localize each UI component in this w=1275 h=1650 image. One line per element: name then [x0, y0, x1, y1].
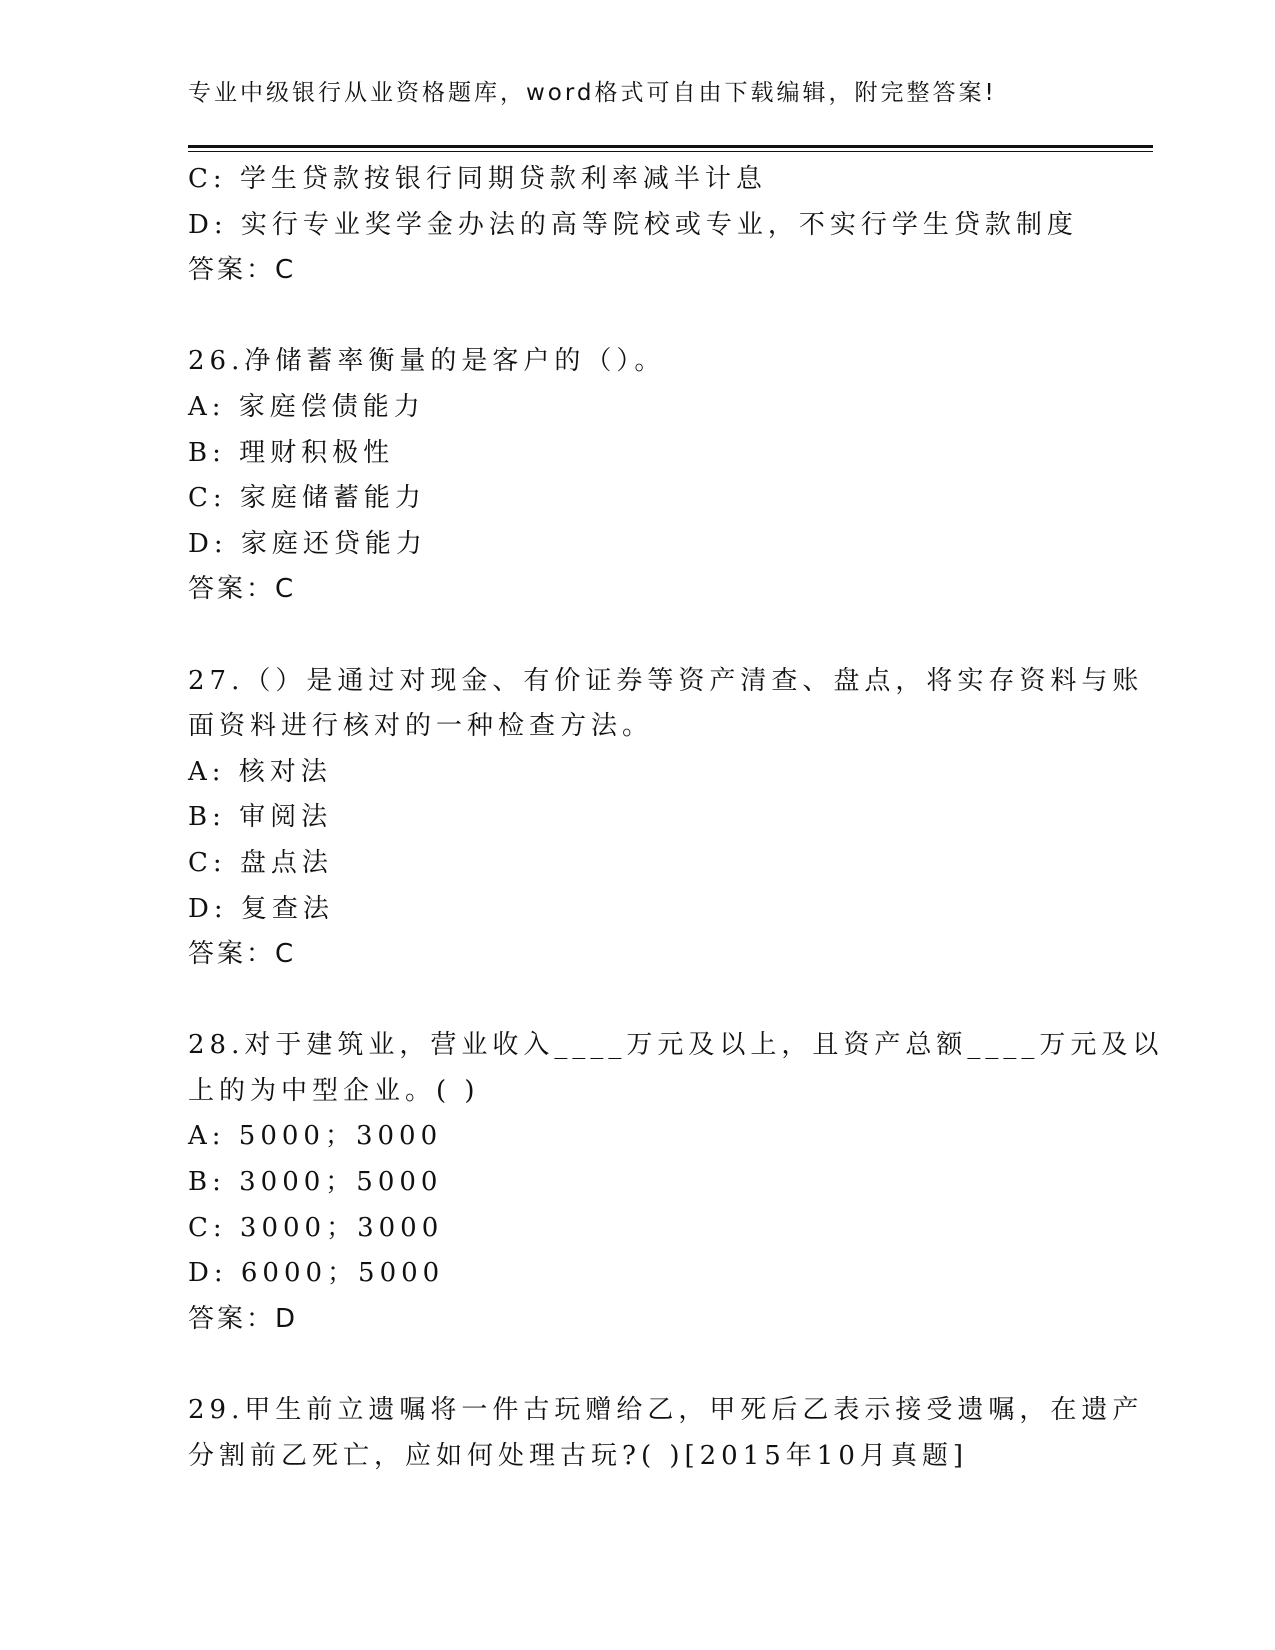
question-29: [188, 1388, 1144, 1479]
question-text: 27.（）是通过对现金、有价证券等资产清查、盘点，将实存资料与账: [188, 665, 1144, 696]
option-line: C: 学生贷款按银行同期贷款利率减半计息: [188, 164, 767, 194]
option-line: B: 理财积极性: [188, 437, 395, 468]
option-line: B: 3000；5000: [188, 1167, 443, 1198]
spacer: [188, 613, 1088, 659]
page-header: 专业中级银行从业资格题库，word格式可自由下载编辑，附完整答案!: [188, 80, 997, 106]
option-line: A: 核对法: [188, 756, 332, 787]
answer-line: 答案：C: [188, 939, 297, 970]
option-line: C: 家庭储蓄能力: [188, 483, 426, 514]
option-line: B: 审阅法: [188, 802, 333, 833]
question-text: 29.甲生前立遗嘱将一件古玩赠给乙，甲死后乙表示接受遗嘱，在遗产: [188, 1395, 1144, 1426]
option-line: C: 3000；3000: [188, 1212, 444, 1243]
option-line: D: 复查法: [188, 893, 334, 924]
option-line: A: 5000；3000: [188, 1121, 443, 1152]
answer-line: 答案：C: [188, 574, 297, 605]
question-27: [188, 659, 1144, 978]
option-line: C: 盘点法: [188, 847, 333, 878]
header-divider-thin: [188, 151, 1153, 152]
question-text: 28.对于建筑业，营业收入____万元及以上，且资产总额____万元及以: [188, 1030, 1164, 1061]
header-divider-thick: [188, 145, 1153, 148]
question-text: 上的为中型企业。( ): [188, 1075, 480, 1106]
spacer: [188, 294, 1088, 340]
answer-line: 答案：D: [188, 1303, 299, 1334]
question-text: 面资料进行核对的一种检查方法。: [188, 711, 654, 742]
answer-line: 答案：C: [188, 255, 297, 286]
question-26: [188, 339, 1088, 613]
option-line: D: 6000；5000: [188, 1258, 445, 1289]
question-text: 26.净储蓄率衡量的是客户的（）。: [188, 346, 666, 377]
question-28: [188, 1023, 1164, 1342]
option-line: D: 家庭还贷能力: [188, 528, 427, 559]
option-line: A: 家庭偿债能力: [188, 391, 425, 422]
question-content: [188, 157, 1164, 1479]
spacer: [188, 978, 1088, 1024]
option-line: D: 实行专业奖学金办法的高等院校或专业，不实行学生贷款制度: [188, 209, 1078, 240]
question-text: 分割前乙死亡，应如何处理古玩?( )[2015年10月真题]: [188, 1440, 969, 1471]
spacer: [188, 1342, 1088, 1388]
